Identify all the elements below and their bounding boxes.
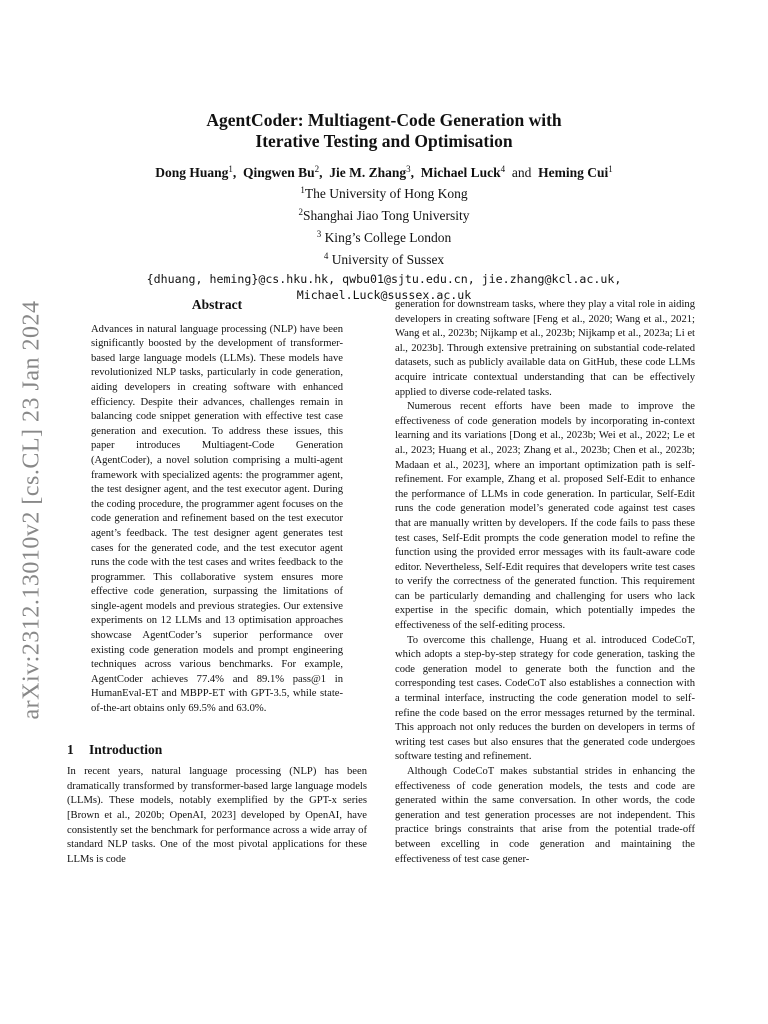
affiliation: $^4$ University of Sussex [323, 251, 445, 267]
author-affiliation-mark: 4 [500, 164, 506, 174]
title-line-2: Iterative Testing and Optimisation [255, 131, 513, 151]
abstract-text: Advances in natural language processing (NLP) have been significantly boosted by the development of transformer-based large language models (LLMs). These models have revolutionized NLP tasks, particularly in code generation, aiding developers in creating software with enhanced efficiency. Despite their advances, challenges remain in balancing code snippet generation with effective test case generation and execution. To address these issues, this paper introduces Multiagent-Code Generation (AgentCoder), a novel solution comprising a multi-agent framework with specialized agents: the programmer agent, the test designer agent, and the test executor agent. During the coding procedure, the programmer agent focuses on the code generation and refinement based on the test executor agent’s feedback. The test designer agent generates test cases for the generated code, and the test executor agent runs the code with the test cases and writes feedback to the programmer. This collaborative system ensures more effective code generation, surpassing the limitations of single-agent models and previous strategies. Our extensive experiments on 12 LLMs and 13 optimisation approaches showcase AgentCoder’s superior performance over existing code generation models and prompt engineering techniques across various benchmarks. For example, AgentCoder achieves 77.4% and 89.1% pass@1 in HumanEval-ET and MBPP-ET with GPT-3.5, while state-of-the-art obtains only 69.5% and 63.0%. [91, 323, 343, 715]
author-name: Jie M. Zhang [329, 165, 407, 180]
intro-paragraph-2: Numerous recent efforts have been made to improve the effectiveness of code generation models by incorporating in-context learning and its variations [Dong et al., 2023b; Wei et al., 2022; Le et al., 2023; Huang et al., 2023; Zhang et al., 2023b; Chen et al., 2023b; Madaan et al., 2023], where an important optimization path is self-refinement. For example, Zhang et al. proposed Self-Edit to enhance the performance of LLMs in code generation. In particular, Self-Edit runs the code generation model’s generated code against test cases that are manually written by developers. If the code fails to pass these test cases, Self-Edit prompts the code generation model to refine the function using the provided error messages with its fault-aware code editor. Nevertheless, Self-Edit requires that developers write test cases to verify the correctness of the generated function. This requirement can be particularly demanding and challenging for users who lack expertise in the specific domain, which potentially impedes the effectiveness of the self-editing process. [395, 401, 695, 632]
right-column [395, 298, 695, 867]
email-line-1: {dhuang, heming}@cs.hku.hk, qwbu01@sjtu.edu.cn, jie.zhang@kcl.ac.uk, [146, 272, 622, 286]
title-line-1: AgentCoder: Multiagent-Code Generation with [206, 110, 562, 130]
affiliation: $^3$ King’s College London [316, 229, 452, 245]
affiliation: $^1$The University of Hong Kong [300, 185, 468, 201]
intro-paragraph-1: In recent years, natural language processing (NLP) has been dramatically transformed by transformer-based large language models (LLMs). These models, notably exemplified by the GPT-x series [Brown et al., 2020b; OpenAI, 2023] developed by OpenAI, have consistently set the benchmark for performance across a wide array of standard NLP tasks. One of the most pivotal applications for these LLMs is code [67, 766, 367, 865]
author-affiliation-mark: 3 [406, 164, 411, 174]
arxiv-identifier: arXiv:2312.13010v2 [cs.CL] 23 Jan 2024 [18, 300, 45, 720]
author-name: Dong Huang [155, 165, 229, 180]
author-affiliation-mark: 1 [608, 164, 613, 174]
author-list: Dong Huang$^1$, Qingwen Bu$^2$, Jie M. Zhang$^3$, Michael Luck$^4$ and Heming Cui$^1$ [155, 164, 613, 180]
author-conjunction: and [511, 165, 532, 180]
author-name: Michael Luck [420, 165, 501, 180]
section-heading-introduction [67, 743, 367, 758]
author-name: Qingwen Bu [242, 165, 315, 180]
author-name: Heming Cui [538, 165, 609, 180]
abstract-heading: Abstract [191, 297, 243, 312]
section-title: Introduction [89, 741, 163, 757]
left-column [67, 298, 367, 867]
paper-title [0, 110, 768, 152]
email-line-2: Michael.Luck@sussex.ac.uk [296, 288, 472, 302]
affiliation: $^2$Shanghai Jiao Tong University [298, 207, 470, 223]
arxiv-stamp [12, 280, 52, 740]
intro-paragraph-1-continued: generation for downstream tasks, where they play a vital role in aiding developers in creating software [Feng et al., 2020; Wang et al., 2021; Wang et al., 2023b; Nijkamp et al., 2023b; Nijkamp et al., 2023a; Li et al., 2023b]. Through extensive pretraining on substantial code-related datasets, such as publicly available data on GitHub, these code LLMs acquire intricate contextual understanding that can be effectively applied to diverse code-related tasks. [395, 299, 695, 398]
affiliation-list [0, 181, 768, 269]
author-affiliation-mark: 1 [228, 164, 233, 174]
intro-paragraph-3: To overcome this challenge, Huang et al. introduced CodeCoT, which adopts a step-by-step strategy for code generation, tasking the code generation model to generate both the function and the corresponding test cases. CodeCoT also establishes a connection with a terminal interface, instructing the code generation model to self-refine the code based on the error messages returned by the terminal. This approach not only reduces the burden on developers in terms of writing test cases but also ensures that the generated code undergoes software testing and refinement. [395, 634, 695, 763]
section-number: 1 [67, 741, 74, 757]
intro-paragraph-4: Although CodeCoT makes substantial strides in enhancing the effectiveness of code generation models, the tests and code are generated within the same conversation. In other words, the code generation and test generation processes are not independent. This practice brings constraints that arise from the potential trade-off between excelling in code generation and maintaining the effectiveness of test case gener- [395, 766, 695, 865]
author-affiliation-mark: 2 [314, 164, 320, 174]
paper-header [0, 110, 768, 303]
